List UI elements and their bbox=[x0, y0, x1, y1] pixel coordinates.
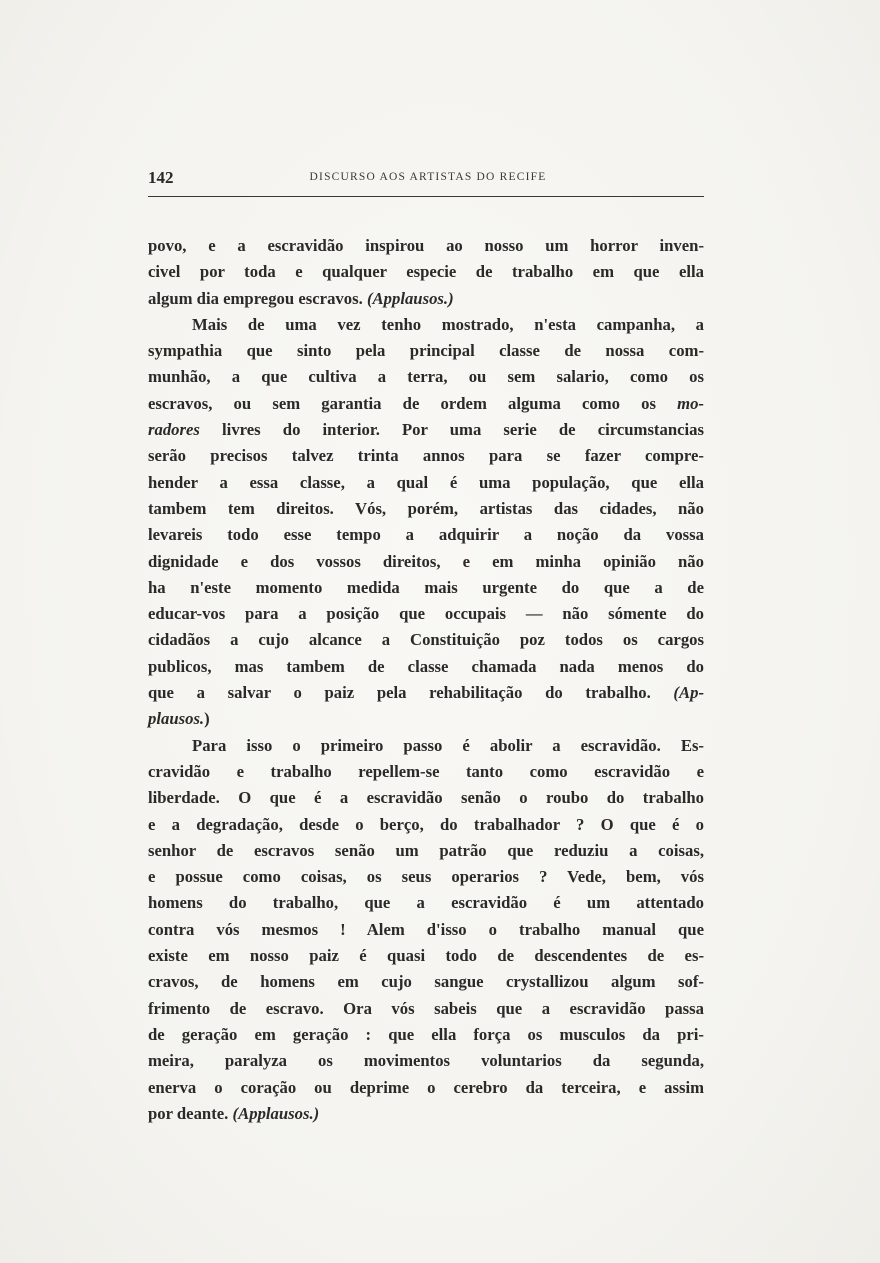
page-header bbox=[148, 168, 708, 196]
text-line bbox=[148, 601, 704, 627]
text-line bbox=[148, 1101, 704, 1127]
line-text: cidadãos a cujo alcance a Constituição poz todos os cargos bbox=[148, 630, 704, 650]
text-line bbox=[148, 364, 704, 390]
paragraph bbox=[148, 312, 704, 733]
line-text: civel por toda e qualquer especie de trabalho em que ella bbox=[148, 262, 704, 282]
text-line bbox=[148, 706, 704, 732]
text-line bbox=[148, 1022, 704, 1048]
italic-text: (Applausos.) bbox=[366, 288, 454, 308]
line-text: existe em nosso paiz é quasi todo de descendentes de es- bbox=[148, 946, 704, 966]
line-text: Mais de uma vez tenho mostrado, n'esta campanha, a bbox=[192, 314, 704, 334]
line-text: tambem tem direitos. Vós, porém, artistas das cidades, não bbox=[148, 498, 704, 518]
line-text: munhão, a que cultiva a terra, ou sem salario, como os bbox=[148, 367, 704, 387]
page-number: 142 bbox=[148, 168, 174, 187]
line-text: meira, paralyza os movimentos voluntarios da segunda, bbox=[148, 1051, 704, 1071]
line-text: frimento de escravo. Ora vós sabeis que a escravidão passa bbox=[148, 998, 704, 1018]
text-line bbox=[148, 312, 704, 338]
line-text: liberdade. O que é a escravidão senão o roubo do trabalho bbox=[148, 788, 704, 808]
line-text: sympathia que sinto pela principal classe de nossa com- bbox=[148, 341, 704, 361]
text-line bbox=[148, 917, 704, 943]
line-text: senhor de escravos senão um patrão que reduziu a coisas, bbox=[148, 840, 704, 860]
text-line bbox=[148, 338, 704, 364]
text-line bbox=[148, 733, 704, 759]
line-text: ) bbox=[204, 709, 210, 729]
running-title: DISCURSO AOS ARTISTAS DO RECIFE bbox=[309, 171, 547, 183]
text-line bbox=[148, 812, 704, 838]
text-line bbox=[148, 443, 704, 469]
italic-text: plausos. bbox=[148, 709, 205, 729]
text-line bbox=[148, 864, 704, 890]
line-text: que a salvar o paiz pela rehabilitação do trabalho. bbox=[148, 683, 674, 703]
line-text: Para isso o primeiro passo é abolir a escravidão. Es- bbox=[192, 735, 704, 755]
line-text: cravidão e trabalho repellem-se tanto como escravidão e bbox=[148, 761, 704, 781]
line-text: enerva o coração ou deprime o cerebro da terceira, e assim bbox=[148, 1077, 704, 1097]
text-line bbox=[148, 286, 704, 312]
line-text: povo, e a escravidão inspirou ao nosso um horror inven- bbox=[148, 236, 704, 255]
text-line bbox=[148, 391, 704, 417]
text-line bbox=[148, 259, 704, 285]
line-text: homens do trabalho, que a escravidão é um attentado bbox=[148, 893, 704, 913]
paragraph bbox=[148, 733, 704, 1127]
text-line bbox=[148, 838, 704, 864]
text-line bbox=[148, 969, 704, 995]
text-line bbox=[148, 785, 704, 811]
text-line bbox=[148, 575, 704, 601]
line-text: serão precisos talvez trinta annos para se fazer compre- bbox=[148, 446, 704, 466]
line-text: de geração em geração : que ella força os musculos da pri- bbox=[148, 1024, 704, 1044]
text-line bbox=[148, 470, 704, 496]
text-line bbox=[148, 759, 704, 785]
text-line bbox=[148, 549, 704, 575]
body-text bbox=[148, 233, 704, 1127]
text-line bbox=[148, 943, 704, 969]
line-text: livres do interior. Por uma serie de circumstancias bbox=[199, 420, 704, 440]
italic-text: mo- bbox=[677, 393, 704, 413]
line-text: cravos, de homens em cujo sangue crystallizou algum sof- bbox=[148, 972, 704, 992]
text-line bbox=[148, 496, 704, 522]
italic-text: (Applausos.) bbox=[232, 1103, 320, 1123]
line-text: por deante. bbox=[148, 1103, 233, 1123]
header-rule bbox=[148, 196, 704, 197]
line-text: ha n'este momento medida mais urgente do que a de bbox=[148, 577, 704, 597]
text-line bbox=[148, 680, 704, 706]
italic-text: (Ap- bbox=[673, 683, 704, 703]
paragraph bbox=[148, 233, 704, 312]
line-text: hender a essa classe, a qual é uma população, que ella bbox=[148, 472, 704, 492]
line-text: escravos, ou sem garantia de ordem alguma como os bbox=[148, 393, 678, 413]
line-text: e a degradação, desde o berço, do trabalhador ? O que é o bbox=[148, 814, 704, 834]
line-text: dignidade e dos vossos direitos, e em minha opinião não bbox=[148, 551, 704, 571]
line-text: educar-vos para a posição que occupais — não sómente do bbox=[148, 604, 704, 624]
line-text: publicos, mas tambem de classe chamada nada menos do bbox=[148, 656, 704, 676]
line-text: levareis todo esse tempo a adquirir a noção da vossa bbox=[148, 525, 704, 545]
text-line bbox=[148, 1075, 704, 1101]
line-text: e possue como coisas, os seus operarios ? Vede, bem, vós bbox=[148, 867, 704, 887]
text-line bbox=[148, 233, 704, 259]
text-line bbox=[148, 996, 704, 1022]
text-line bbox=[148, 417, 704, 443]
line-text: algum dia empregou escravos. bbox=[148, 288, 367, 308]
text-line bbox=[148, 522, 704, 548]
text-line bbox=[148, 890, 704, 916]
text-line bbox=[148, 627, 704, 653]
text-line bbox=[148, 654, 704, 680]
line-text: contra vós mesmos ! Alem d'isso o trabalho manual que bbox=[148, 919, 704, 939]
text-line bbox=[148, 1048, 704, 1074]
italic-text: radores bbox=[148, 420, 200, 440]
